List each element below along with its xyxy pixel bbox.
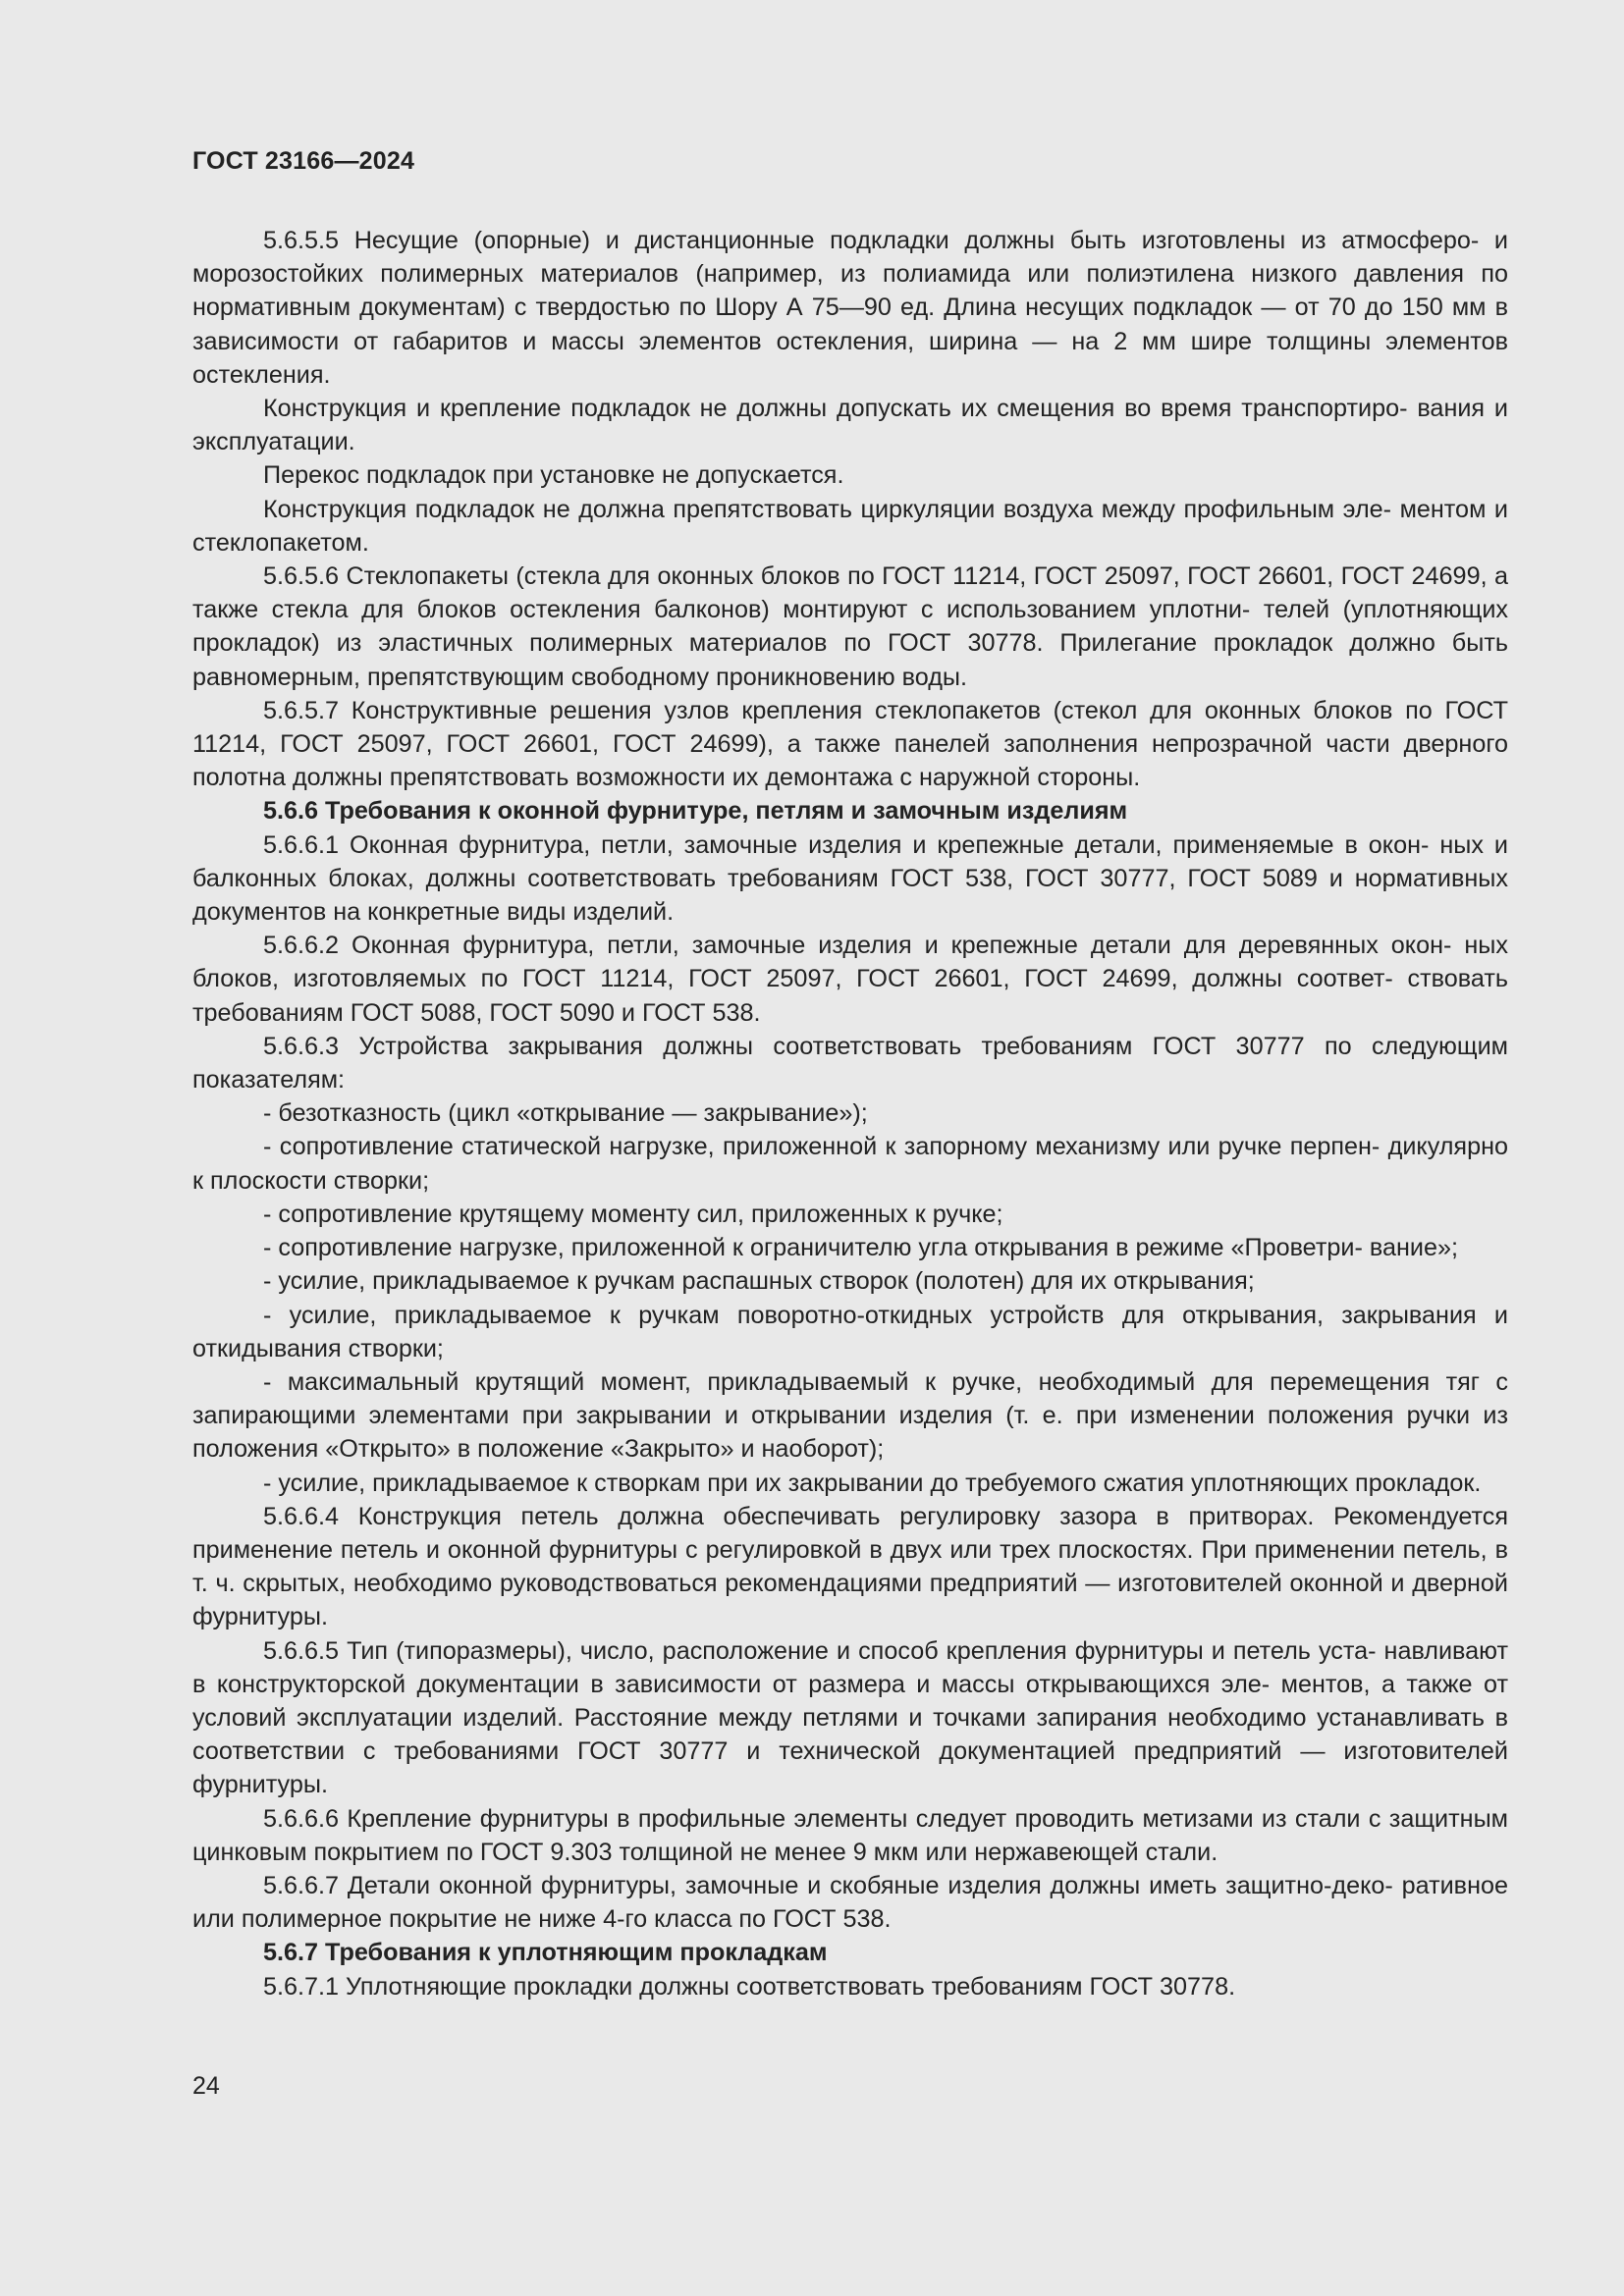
paragraph: 5.6.6.2 Оконная фурнитура, петли, замочные изделия и крепежные детали для деревянных окон- ных блоков, изготовляемых по ГОСТ 11214, ГОСТ 25097, ГОСТ 26601, ГОСТ 24699, должны соответ- ствовать требованиям ГОСТ 5088, ГОСТ 5090 и ГОСТ 538. <box>192 932 1508 1027</box>
paragraph: Перекос подкладок при установке не допускается. <box>263 461 844 490</box>
list-item: - усилие, прикладываемое к ручкам поворотно-откидных устройств для открывания, закрывания и откидывания створки; <box>192 1301 1508 1362</box>
document-header: ГОСТ 23166—2024 <box>192 147 415 175</box>
document-body <box>192 224 1508 2003</box>
list-item: - сопротивление крутящему моменту сил, приложенных к ручке; <box>263 1200 1003 1228</box>
list-item: - безотказность (цикл «открывание — закрывание»); <box>263 1099 868 1128</box>
section-heading: 5.6.7 Требования к уплотняющим прокладкам <box>263 1939 828 1967</box>
list-item: - усилие, прикладываемое к ручкам распашных створок (полотен) для их открывания; <box>263 1267 1255 1296</box>
paragraph: 5.6.6.7 Детали оконной фурнитуры, замочные и скобяные изделия должны иметь защитно-деко- ративное или полимерное покрытие не ниже 4-го класса по ГОСТ 538. <box>192 1871 1508 1934</box>
paragraph: 5.6.6.4 Конструкция петель должна обеспечивать регулировку зазора в притворах. Рекомендуется применение петель и оконной фурнитуры с регулировкой в двух или трех плоскостях. При применении петель, в т. ч. скрытых, необходимо руководствоваться рекомендациями предприятий — изготовителей оконной и дверной фурнитуры. <box>192 1502 1508 1631</box>
paragraph: 5.6.6.6 Крепление фурнитуры в профильные элементы следует проводить метизами из стали с защитным цинковым покрытием по ГОСТ 9.303 толщиной не менее 9 мкм или нержавеющей стали. <box>192 1804 1508 1866</box>
page-number: 24 <box>192 2072 220 2100</box>
paragraph: 5.6.5.5 Несущие (опорные) и дистанционные подкладки должны быть изготовлены из атмосферо- и морозостойких полимерных материалов (например, из полиамида или полиэтилена низкого давления по нормативным документам) с твердостью по Шору А 75—90 ед. Длина несущих подкладок — от 70 до 150 мм в зависимости от габаритов и массы элементов остекления, ширина — на 2 мм шире толщины элементов остекления. <box>192 227 1508 389</box>
paragraph: Конструкция подкладок не должна препятствовать циркуляции воздуха между профильным эле- ментом и стеклопакетом. <box>192 495 1508 557</box>
paragraph: 5.6.6.5 Тип (типоразмеры), число, расположение и способ крепления фурнитуры и петель уста- навливают в конструкторской документации в зависимости от размера и массы открывающихся эле- ментов, а также от условий эксплуатации изделий. Расстояние между петлями и точками запирания необходимо устанавливать в соответствии с требованиями ГОСТ 30777 и технической документацией предприятий — изготовителей фурнитуры. <box>192 1636 1508 1799</box>
paragraph: 5.6.5.6 Стеклопакеты (стекла для оконных блоков по ГОСТ 11214, ГОСТ 25097, ГОСТ 26601, ГОСТ 24699, а также стекла для блоков остекления балконов) монтируют с использованием уплотни- телей (уплотняющих прокладок) из эластичных полимерных материалов по ГОСТ 30778. Прилегание прокладок должно быть равномерным, препятствующим свободному проникновению воды. <box>192 562 1508 691</box>
list-item: - сопротивление нагрузке, приложенной к ограничителю угла открывания в режиме «Проветри- вание»; <box>263 1234 1458 1262</box>
paragraph: 5.6.6.3 Устройства закрывания должны соответствовать требованиям ГОСТ 30777 по следующим показателям: <box>192 1032 1508 1095</box>
paragraph: 5.6.5.7 Конструктивные решения узлов крепления стеклопакетов (стекол для оконных блоков по ГОСТ 11214, ГОСТ 25097, ГОСТ 26601, ГОСТ 24699), а также панелей заполнения непрозрачной части дверного полотна должны препятствовать возможности их демонтажа с наружной стороны. <box>192 696 1508 792</box>
section-heading: 5.6.6 Требования к оконной фурнитуре, петлям и замочным изделиям <box>263 797 1128 826</box>
paragraph: 5.6.6.1 Оконная фурнитура, петли, замочные изделия и крепежные детали, применяемые в окон- ных и балконных блоках, должны соответствовать требованиям ГОСТ 538, ГОСТ 30777, ГОСТ 5089 и нормативных документов на конкретные виды изделий. <box>192 830 1508 927</box>
list-item: - сопротивление статической нагрузке, приложенной к запорному механизму или ручке перпен- дикулярно к плоскости створки; <box>192 1133 1508 1195</box>
paragraph: Конструкция и крепление подкладок не должны допускать их смещения во время транспортиро- вания и эксплуатации. <box>192 395 1508 456</box>
list-item: - максимальный крутящий момент, прикладываемый к ручке, необходимый для перемещения тяг с запирающими элементами при закрывании и открывании изделия (т. е. при изменении положения ручки из положения «Открыто» в положение «Закрыто» и наоборот); <box>192 1367 1508 1464</box>
list-item: - усилие, прикладываемое к створкам при их закрывании до требуемого сжатия уплотняющих прокладок. <box>263 1468 1482 1497</box>
paragraph: 5.6.7.1 Уплотняющие прокладки должны соответствовать требованиям ГОСТ 30778. <box>263 1972 1236 2001</box>
